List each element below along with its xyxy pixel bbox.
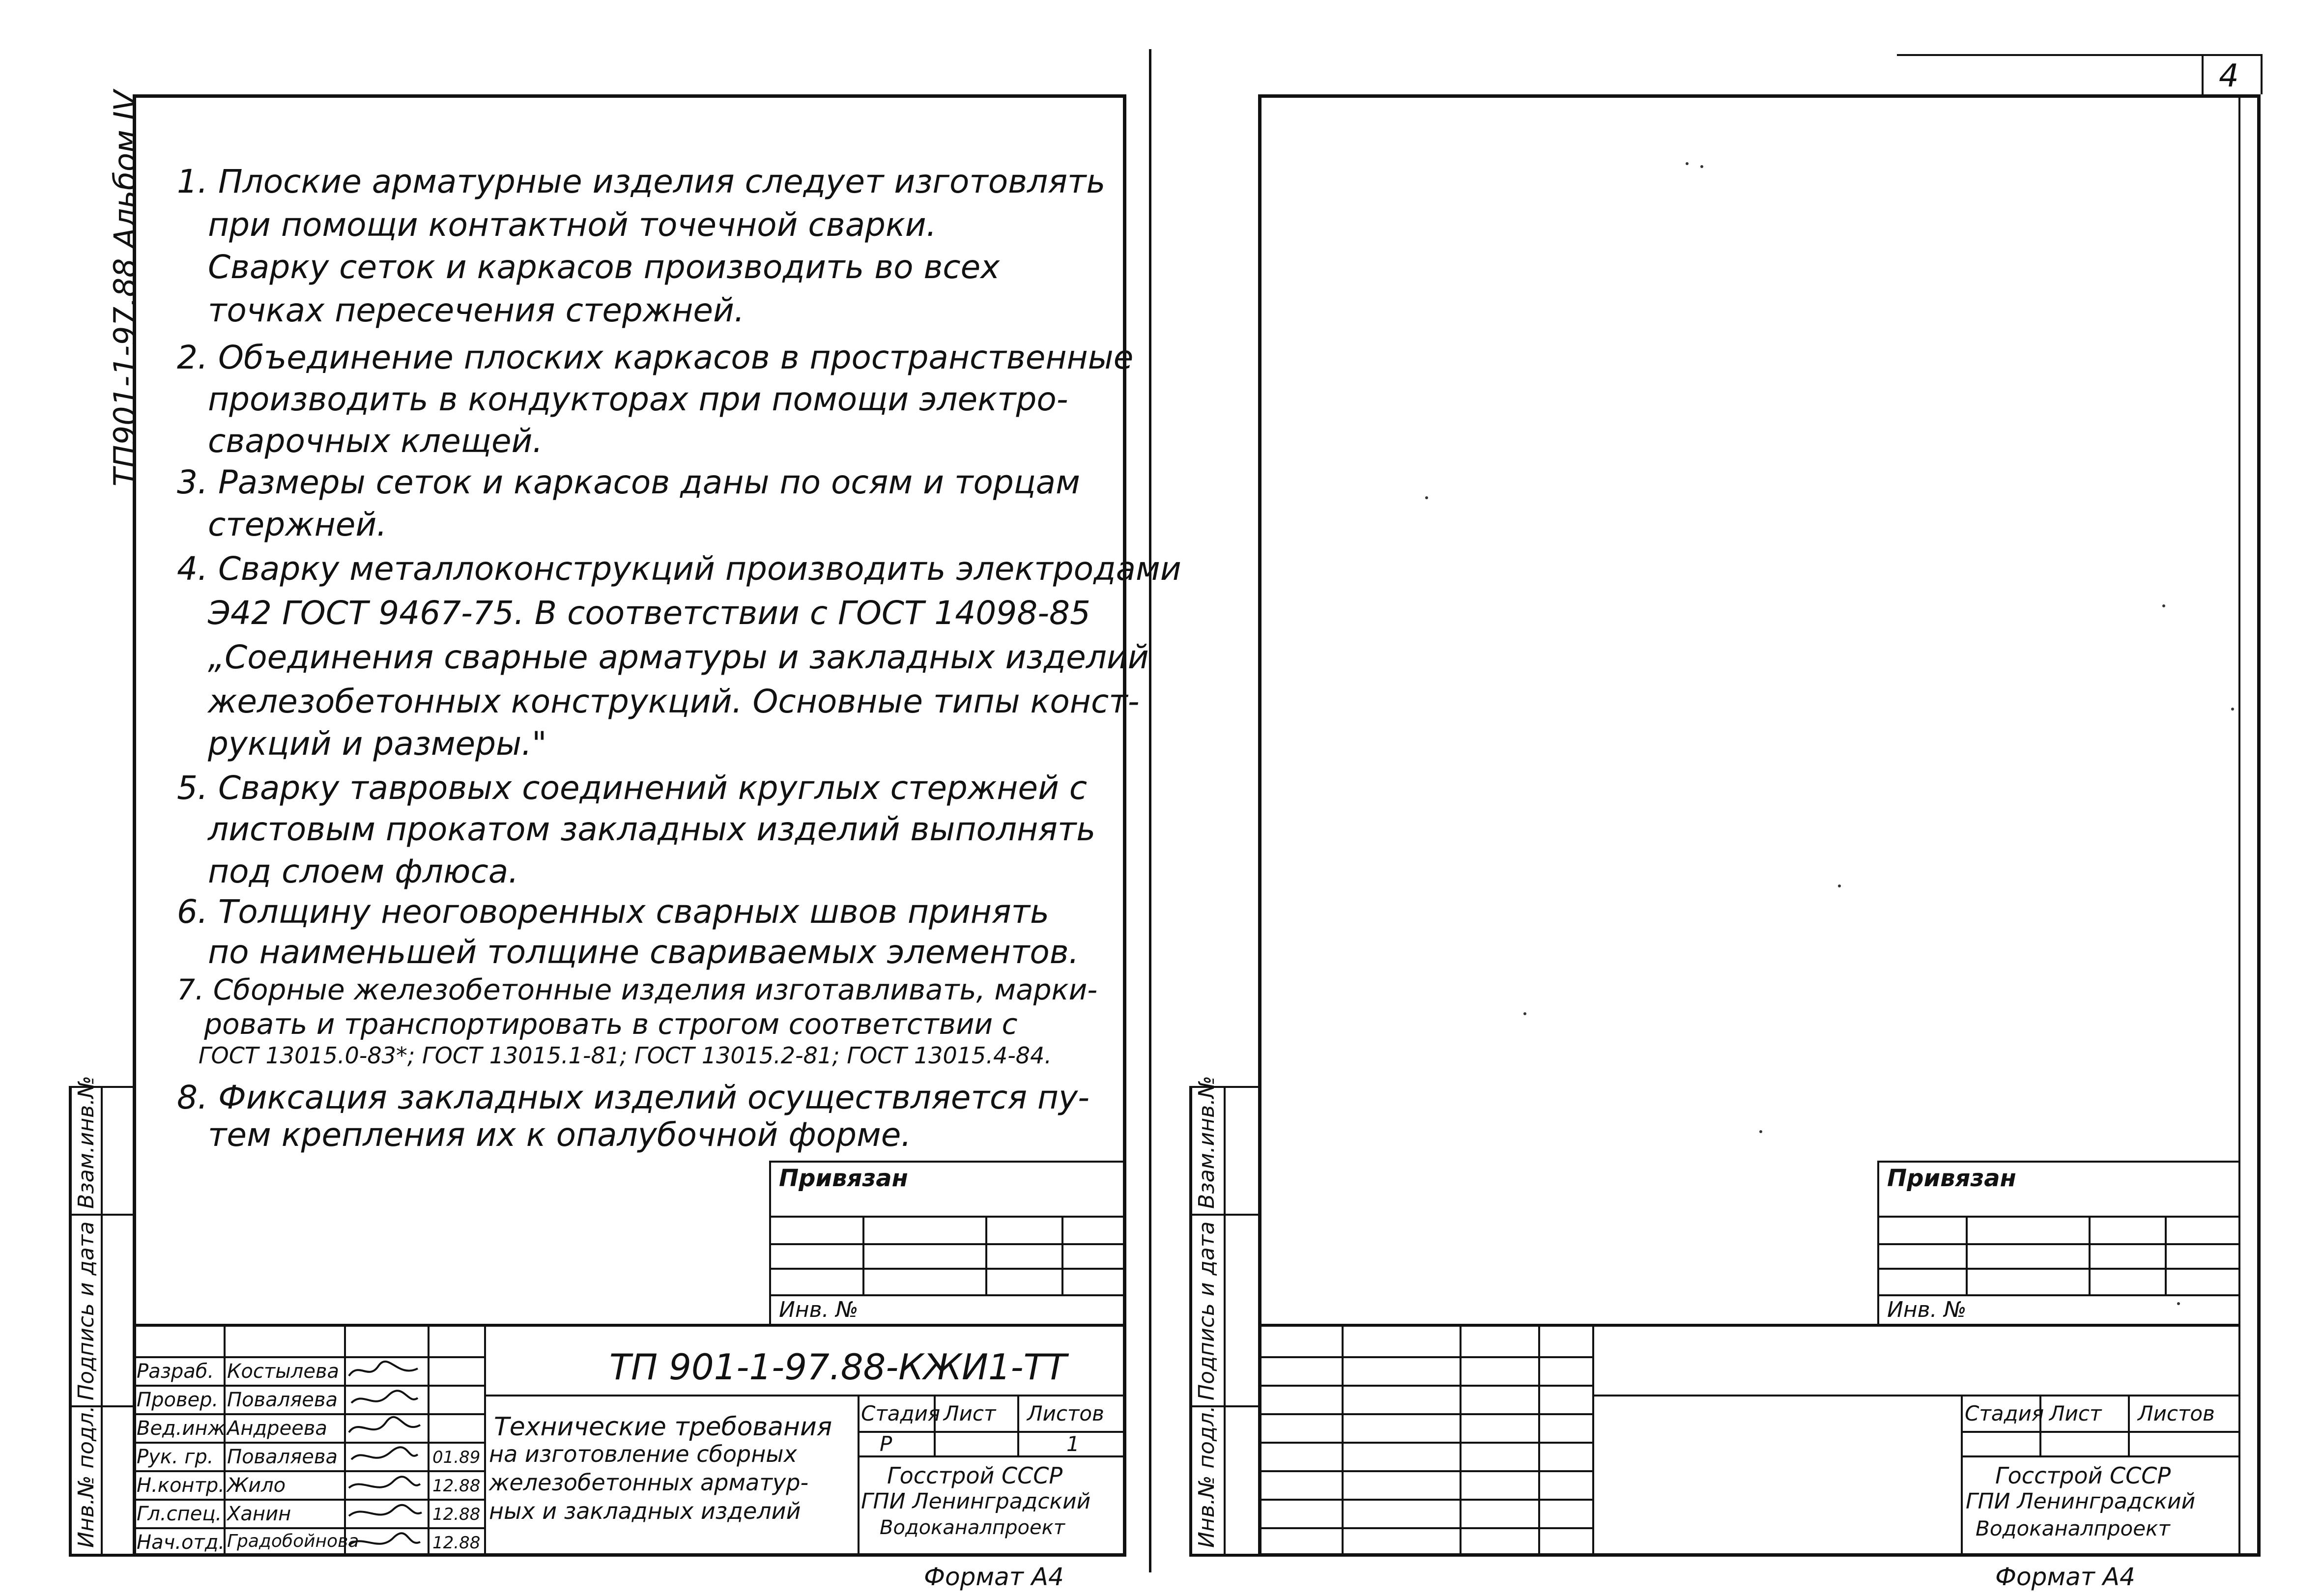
note-line: Э42 ГОСТ 9467-75. В соответствии с ГОСТ 14098-85: [177, 594, 1091, 632]
left-binding-edge: [69, 1086, 72, 1557]
side-label-vzam: Взам.инв.№: [1194, 1076, 1219, 1209]
note-line: ровать и транспортировать в строгом соответствии с: [177, 1007, 1018, 1041]
signer-date: 12.88: [432, 1533, 481, 1553]
note-line: „Соединения сварные арматуры и закладных изделий: [177, 638, 1149, 676]
privyazan-label: Привязан: [779, 1165, 908, 1192]
note-line: при помощи контактной точечной сварки.: [177, 206, 937, 244]
inv-no-label: Инв. №: [1887, 1297, 1967, 1322]
title-line: на изготовление сборных: [489, 1441, 797, 1467]
note-line: 1. Плоские арматурные изделия следует изготовлять: [177, 163, 1106, 200]
stage-header: Стадия: [861, 1401, 941, 1425]
note-line: под слоем флюса.: [177, 853, 519, 890]
signer-name: Поваляева: [227, 1446, 338, 1468]
album-mark: ТП901-1-97.88 Альбом IV: [107, 90, 143, 486]
signer-date: 01.89: [432, 1448, 481, 1467]
signer-role: Нач.отд.: [137, 1531, 225, 1554]
org-line: ГПИ Ленинградский: [861, 1489, 1091, 1514]
inv-no-label: Инв. №: [779, 1297, 859, 1322]
signer-role: Провер.: [137, 1389, 219, 1411]
sheet-header: Лист: [944, 1401, 996, 1425]
signer-date: 12.88: [432, 1505, 481, 1524]
note-line: 3. Размеры сеток и каркасов даны по осям и торцам: [177, 463, 1080, 501]
stage-value: Р: [880, 1432, 892, 1456]
signer-date: 12.88: [432, 1476, 481, 1496]
note-line: 8. Фиксация закладных изделий осуществляется пу-: [177, 1079, 1089, 1116]
signer-name: Андреева: [227, 1417, 327, 1440]
sheet-header: Лист: [2049, 1401, 2102, 1425]
sheets-header: Листов: [1027, 1401, 1104, 1425]
org-line: ГПИ Ленинградский: [1966, 1489, 2196, 1514]
note-line: листовым прокатом закладных изделий выполнять: [177, 810, 1096, 848]
note-line: железобетонных конструкций. Основные типы конст-: [177, 683, 1140, 720]
note-line: рукций и размеры.": [177, 725, 547, 763]
signer-name: Костылева: [227, 1360, 340, 1383]
note-line: сварочных клещей.: [177, 422, 543, 460]
signer-name: Ханин: [227, 1503, 291, 1525]
title-line: ных и закладных изделий: [489, 1498, 801, 1524]
note-line: 2. Объединение плоских каркасов в пространственные: [177, 339, 1134, 376]
page-number: 4: [2219, 58, 2239, 94]
sheets-value: 1: [1066, 1432, 1080, 1456]
note-line: Сварку сеток и каркасов производить во всех: [177, 248, 1000, 286]
signer-role: Гл.спец.: [137, 1503, 222, 1525]
title-line: Технические требования: [494, 1412, 832, 1442]
signer-role: Н.контр.: [137, 1474, 225, 1497]
privyazan-label: Привязан: [1887, 1165, 2016, 1192]
stage-header: Стадия: [1965, 1401, 2044, 1425]
sheets-header: Листов: [2138, 1401, 2215, 1425]
signer-name: Поваляева: [227, 1389, 338, 1411]
signer-name: Градобойнова: [227, 1531, 359, 1551]
side-label-podpis: Подпись и дата: [1194, 1221, 1219, 1400]
sheet-divider: [1149, 49, 1151, 1572]
org-line: Водоканалпроект: [880, 1516, 1065, 1539]
org-line: Водоканалпроект: [1976, 1516, 2170, 1540]
signer-role: Разраб.: [137, 1360, 214, 1383]
signer-role: Рук. гр.: [137, 1446, 214, 1468]
note-line: ГОСТ 13015.0-83*; ГОСТ 13015.1-81; ГОСТ 13015.2-81; ГОСТ 13015.4-84.: [177, 1042, 1052, 1069]
note-line: 7. Сборные железобетонные изделия изготавливать, марки-: [177, 973, 1098, 1006]
format-label: Формат А4: [924, 1563, 1064, 1591]
note-line: производить в кондукторах при помощи электро-: [177, 380, 1068, 418]
side-label-inv: Инв.№ подл.: [74, 1405, 99, 1548]
format-label: Формат А4: [1995, 1563, 2135, 1591]
signer-name: Жило: [227, 1474, 286, 1497]
note-line: тем крепления их к опалубочной форме.: [177, 1116, 912, 1154]
note-line: точках пересечения стержней.: [177, 291, 745, 329]
side-label-vzam: Взам.инв.№: [74, 1076, 99, 1209]
org-line: Госстрой СССР: [887, 1462, 1063, 1489]
note-line: стержней.: [177, 506, 387, 543]
note-line: по наименьшей толщине свариваемых элементов.: [177, 933, 1079, 971]
signatures-drawing: [344, 1356, 428, 1555]
note-line: 6. Толщину неоговоренных сварных швов принять: [177, 893, 1050, 931]
side-label-inv: Инв.№ подл.: [1194, 1405, 1219, 1548]
signer-role: Вед.инж.: [137, 1417, 232, 1440]
right-sheet-frame: [1258, 94, 2261, 1557]
title-line: железобетонных арматур-: [489, 1469, 809, 1496]
org-line: Госстрой СССР: [1995, 1462, 2171, 1489]
note-line: 4. Сварку металлоконструкций производить электродами: [177, 550, 1181, 588]
side-label-podpis: Подпись и дата: [74, 1221, 99, 1400]
doc-code: ТП 901-1-97.88-КЖИ1-ТТ: [609, 1346, 1067, 1388]
note-line: 5. Сварку тавровых соединений круглых стержней с: [177, 769, 1088, 807]
